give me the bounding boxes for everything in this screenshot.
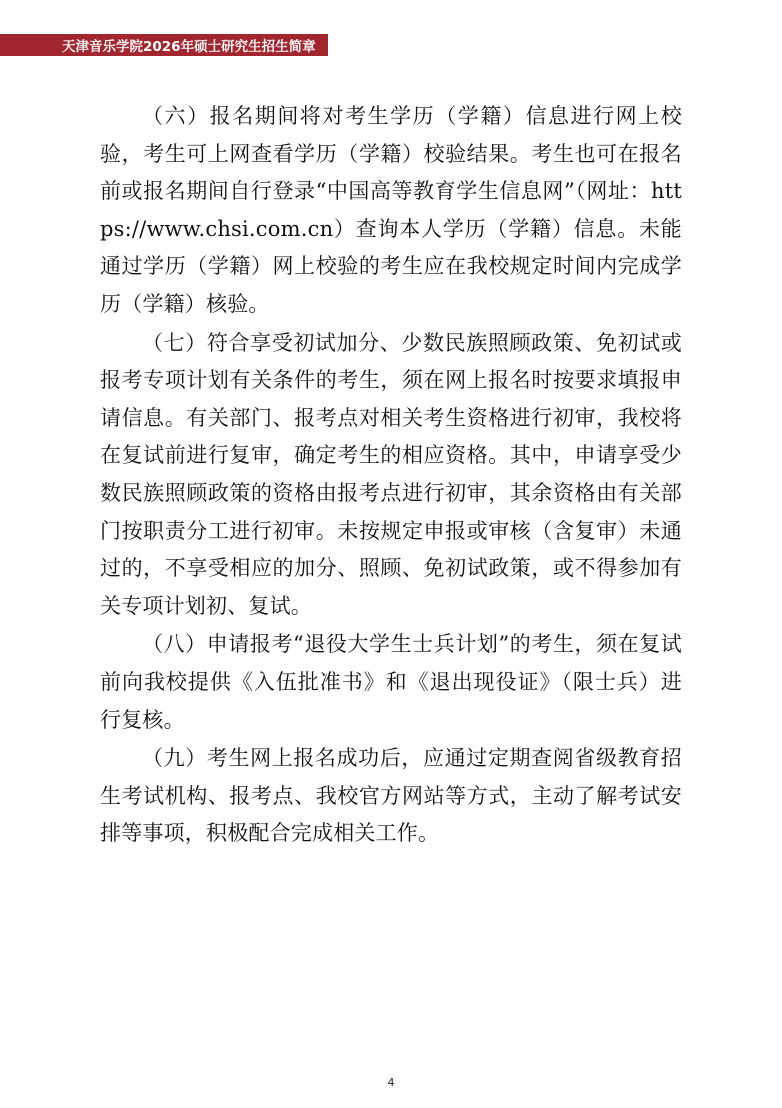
document-title: 天津音乐学院2026年硕士研究生招生简章 bbox=[62, 39, 316, 55]
header-banner bbox=[0, 34, 328, 56]
paragraph-seven: （七）符合享受初试加分、少数民族照顾政策、免初试或报考专项计划有关条件的考生，须在网上报名时按要求填报申请信息。有关部门、报考点对相关考生资格进行初审，我校将在复试前进行复审，确定考生的相应资格。其中，申请享受少数民族照顾政策的资格由报考点进行初审，其余资格由有关部门按职责分工进行初审。未按规定申报或审核（含复审）未通过的，不享受相应的加分、照顾、免初试政策，或不得参加有关专项计划初、复试。 bbox=[100, 330, 682, 618]
paragraph-six: （六）报名期间将对考生学历（学籍）信息进行网上校验，考生可上网查看学历（学籍）校验结果。考生也可在报名前或报名期间自行登录“中国高等教育学生信息网”（网址：https://www.chsi.com.cn）查询本人学历（学籍）信息。未能通过学历（学籍）网上校验的考生应在我校规定时间内完成学历（学籍）核验。 bbox=[100, 104, 682, 316]
paragraph-nine: （九）考生网上报名成功后，应通过定期查阅省级教育招生考试机构、报考点、我校官方网站等方式，主动了解考试安排等事项，积极配合完成相关工作。 bbox=[100, 746, 682, 846]
paragraph-eight: （八）申请报考“退役大学生士兵计划”的考生，须在复试前向我校提供《入伍批准书》和《退出现役证》（限士兵）进行复核。 bbox=[100, 632, 682, 732]
document-body bbox=[100, 98, 682, 854]
page-number: 4 bbox=[387, 1076, 395, 1089]
